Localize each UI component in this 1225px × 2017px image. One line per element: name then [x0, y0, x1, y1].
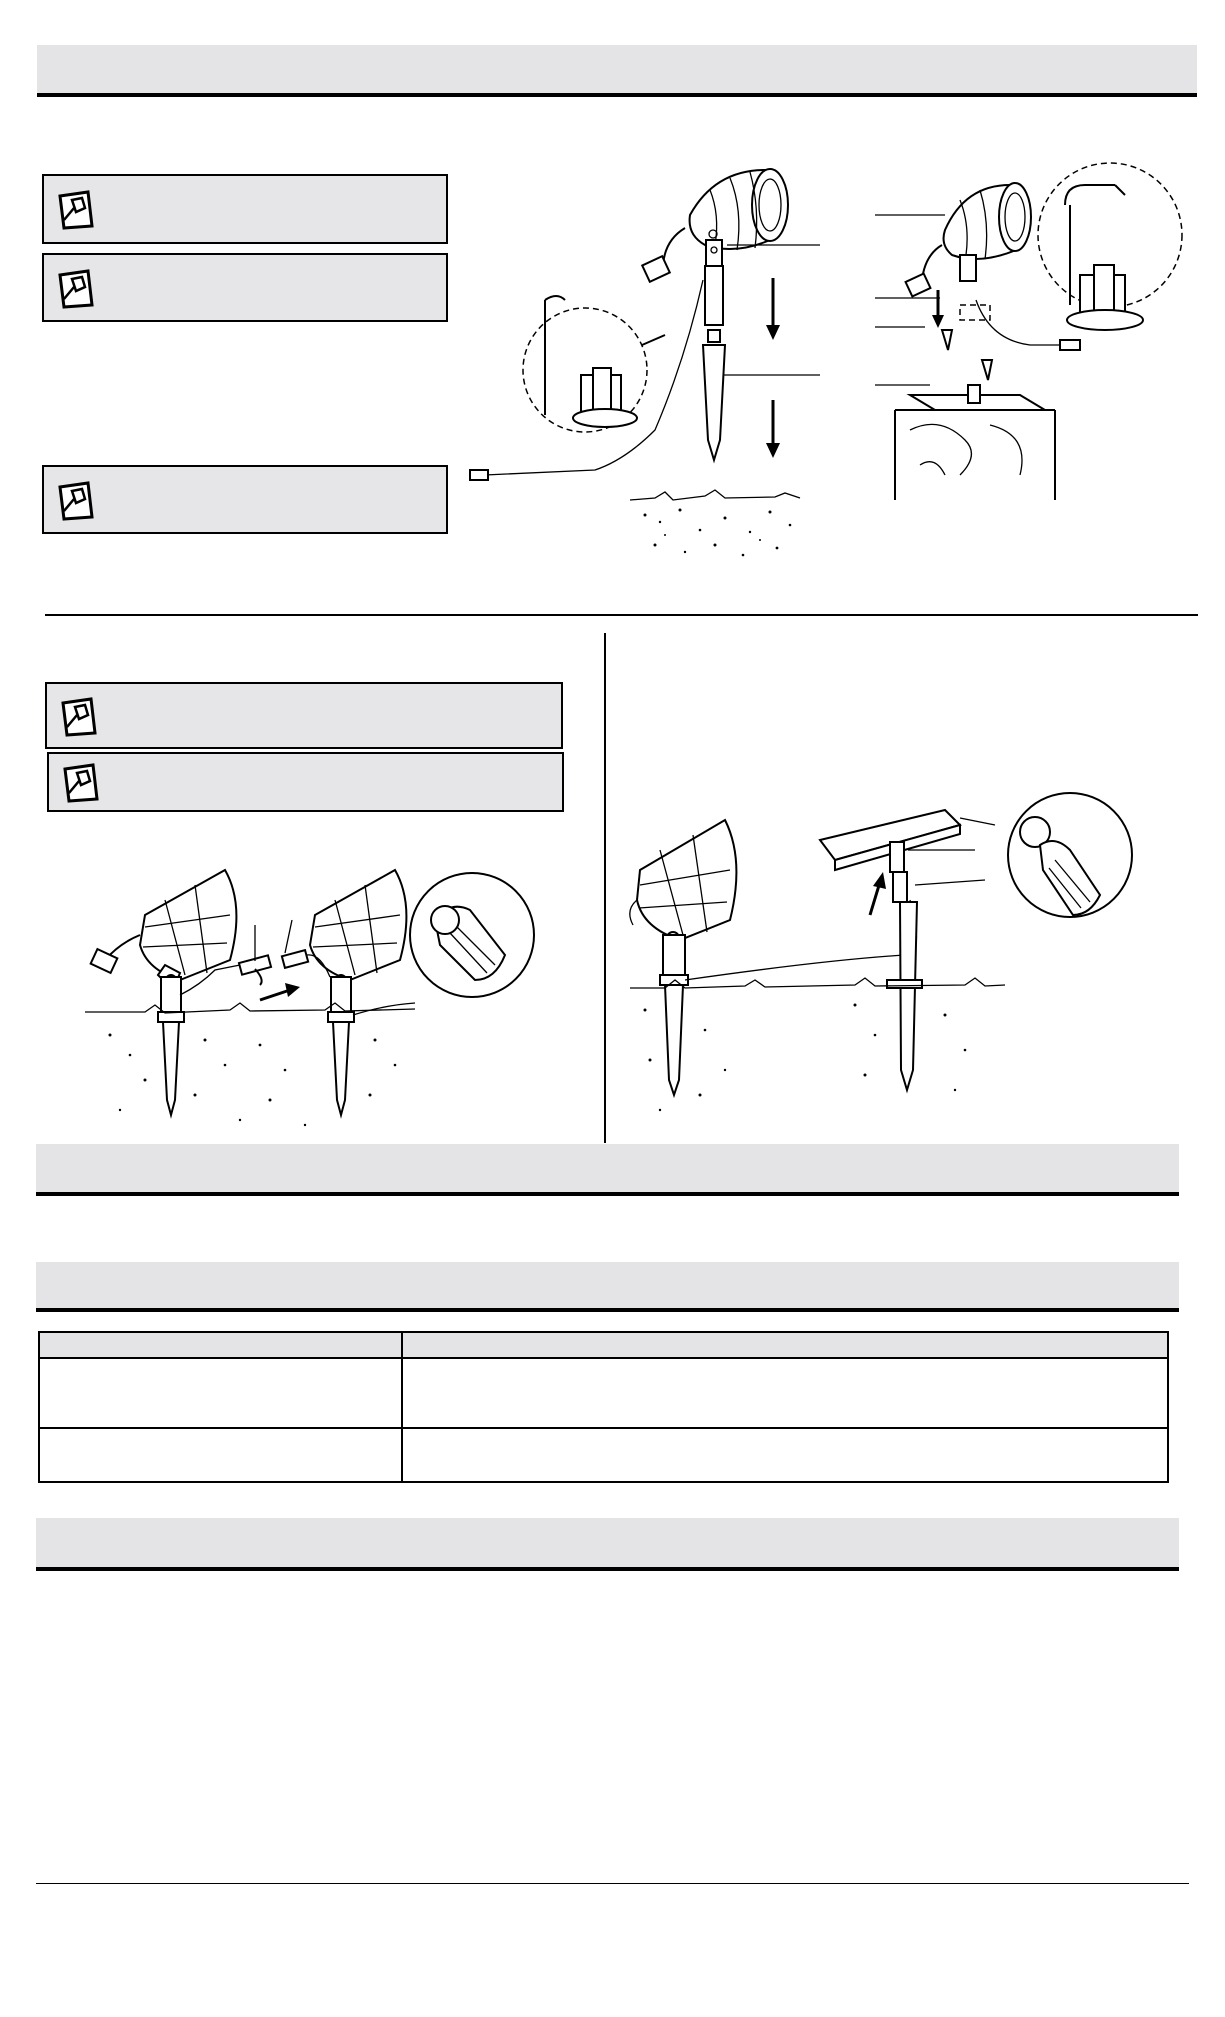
column-divider [604, 633, 606, 1143]
table-row [39, 1428, 1168, 1482]
note-pushpin-icon [55, 693, 101, 739]
note-box-3 [42, 465, 448, 534]
section-divider [45, 614, 1198, 616]
table-cell [402, 1428, 1168, 1482]
note-pushpin-icon [52, 477, 98, 523]
note-box-2 [42, 253, 448, 322]
troubleshooting-table [38, 1331, 1169, 1483]
solar-panel-illustration [625, 790, 1145, 1140]
troubleshooting-section-header [36, 1262, 1179, 1312]
warranty-section-header [36, 1518, 1179, 1571]
note-pushpin-icon [52, 265, 98, 311]
table-row [39, 1358, 1168, 1428]
care-section-header [36, 1144, 1179, 1196]
table-header-cell [402, 1332, 1168, 1358]
note-box-4 [45, 682, 563, 749]
table-cell [39, 1358, 402, 1428]
note-pushpin-icon [52, 186, 98, 232]
footer-divider [36, 1883, 1189, 1884]
stake-mount-illustration [515, 160, 815, 560]
installation-section-header [37, 45, 1197, 97]
table-cell [402, 1358, 1168, 1428]
note-box-1 [42, 174, 448, 244]
note-pushpin-icon [57, 759, 103, 805]
table-header-row [39, 1332, 1168, 1358]
note-box-5 [47, 752, 564, 812]
table-header-cell [39, 1332, 402, 1358]
post-mount-illustration [880, 155, 1200, 500]
connect-lights-illustration [85, 865, 545, 1145]
table-cell [39, 1428, 402, 1482]
